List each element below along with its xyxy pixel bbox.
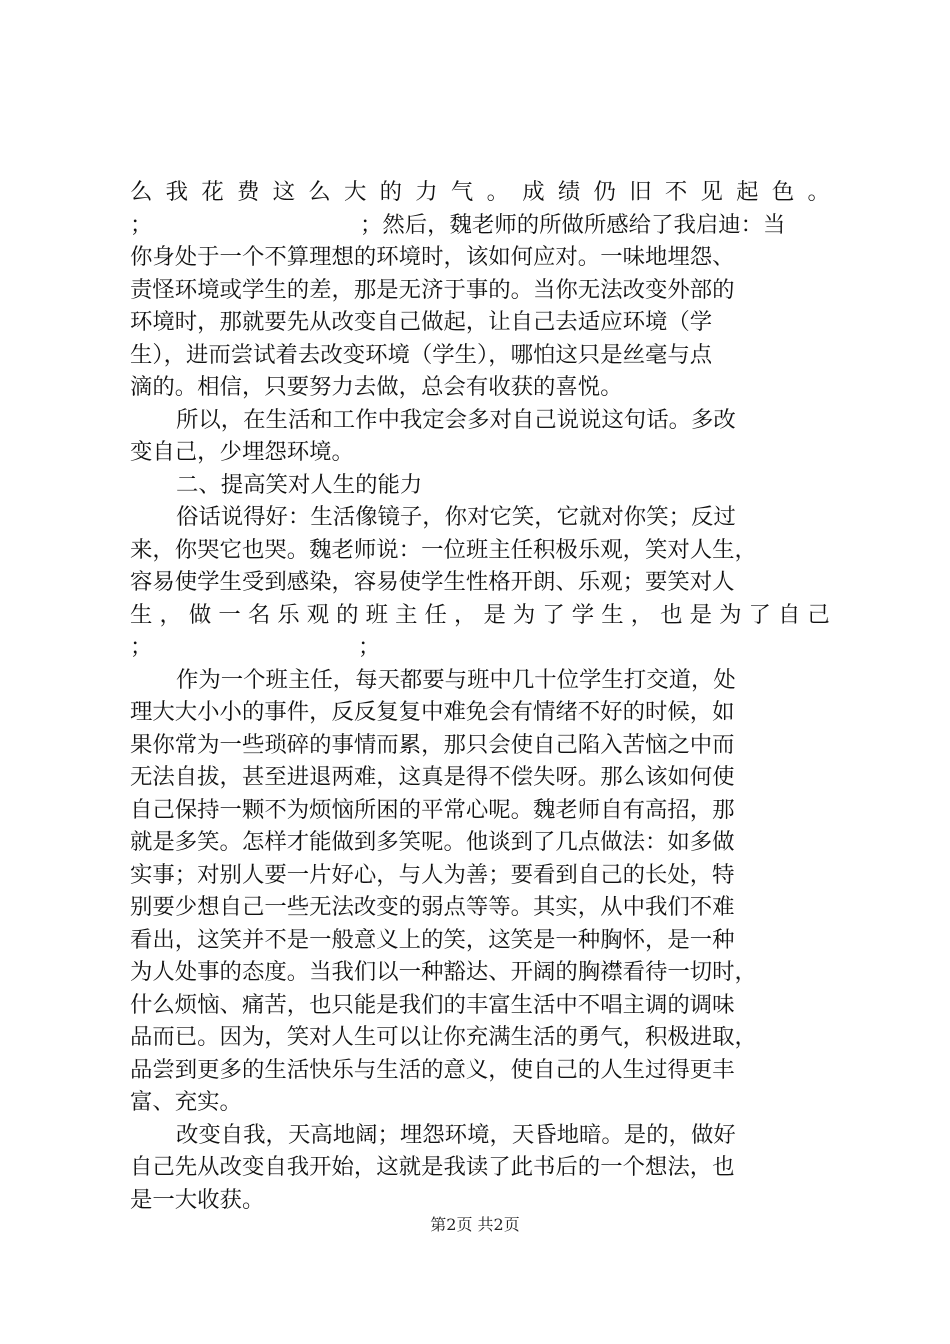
text-char: 大	[343, 179, 367, 205]
text-char: 也	[660, 601, 683, 628]
text-char: 做	[188, 601, 212, 628]
text-line: 品尝到更多的生活快乐与生活的意义，使自己的人生过得更丰	[130, 1056, 735, 1083]
text-line: 环境时，那就要先从改变自己做起，让自己去适应环境（学	[130, 309, 713, 335]
text-fragment: ；然后，魏老师的所做所感给了我启迪：当	[360, 211, 786, 238]
text-char: 学	[571, 601, 595, 628]
text-char: 了	[748, 601, 771, 628]
text-line: 生），进而尝试着去改变环境（学生），哪怕这只是丝毫与点	[130, 341, 713, 368]
text-char: 名	[247, 601, 271, 628]
text-line: 实事；对别人要一片好心，与人为善；要看到自己的长处，特	[130, 861, 735, 888]
text-char: ，	[630, 601, 654, 628]
text-char: 生	[601, 601, 624, 628]
text-line	[130, 209, 830, 242]
text-fragment: ；	[130, 634, 153, 660]
text-char: ，	[159, 601, 182, 628]
text-char: 花	[201, 179, 224, 205]
paragraph-start: 俗话说得好：生活像镜子，你对它笑，它就对你笑；反过	[176, 504, 736, 530]
text-line-justified	[130, 176, 830, 209]
text-char: 一	[218, 601, 241, 628]
text-line: 你身处于一个不算理想的环境时，该如何应对。一味地埋怨、	[130, 244, 735, 270]
text-char: 色	[771, 179, 795, 205]
text-char: 了	[542, 601, 565, 628]
text-char: 气	[450, 179, 474, 205]
text-char: 我	[165, 179, 189, 205]
text-char: 旧	[629, 179, 652, 205]
text-char: 费	[236, 179, 260, 205]
text-char: 生	[130, 601, 153, 628]
text-char: 为	[719, 601, 742, 628]
paragraph-start: 改变自我，天高地阔；埋怨环境，天昏地暗。是的，做好	[176, 1121, 736, 1148]
text-line: 容易使学生受到感染，容易使学生性格开朗、乐观；要笑对人	[130, 569, 735, 595]
paragraph-start: 所以，在生活和工作中我定会多对自己说说这句话。多改	[176, 406, 736, 433]
text-char: 绩	[557, 179, 581, 205]
text-char: 仍	[593, 179, 616, 205]
text-line: 富、充实。	[130, 1089, 242, 1115]
text-char: 观	[306, 601, 330, 628]
text-char: 力	[415, 179, 438, 205]
text-char: 是	[483, 601, 506, 628]
text-line: 什么烦恼、痛苦，也只能是我们的丰富生活中不唱主调的调味	[130, 991, 735, 1018]
text-char: 任	[424, 601, 447, 628]
text-fragment: ；	[130, 211, 153, 238]
text-line: 果你常为一些琐碎的事情而累，那只会使自己陷入苦恼之中而	[130, 731, 735, 758]
text-char: 班	[365, 601, 389, 628]
text-line-justified	[130, 599, 830, 632]
text-char: ，	[453, 601, 477, 628]
text-char: 自	[777, 601, 801, 628]
text-char: 这	[272, 179, 296, 205]
text-char: 。	[807, 179, 830, 205]
text-char: 起	[736, 179, 759, 205]
text-char: 么	[130, 179, 153, 205]
text-char: 主	[395, 601, 418, 628]
text-line: 自己保持一颗不为烦恼所困的平常心呢。魏老师自有高招，那	[130, 796, 735, 823]
text-line: 别要少想自己一些无法改变的弱点等等。其实，从中我们不难	[130, 894, 735, 920]
text-fragment: ；	[358, 634, 381, 660]
text-char: 乐	[277, 601, 300, 628]
text-line: 看出，这笑并不是一般意义上的笑，这笑是一种胸怀，是一种	[130, 926, 735, 953]
text-line: 变自己，少埋怨环境。	[130, 439, 354, 465]
text-char: 的	[379, 179, 402, 205]
section-heading: 二、提高笑对人生的能力	[176, 471, 423, 498]
text-char: 。	[486, 179, 509, 205]
text-line: 为人处事的态度。当我们以一种豁达、开阔的胸襟看待一切时，	[130, 959, 757, 985]
text-line: 就是多笑。怎样才能做到多笑呢。他谈到了几点做法：如多做	[130, 829, 735, 855]
document-body	[130, 176, 830, 1216]
text-line	[130, 631, 830, 664]
text-line: 是一大收获。	[130, 1186, 265, 1213]
text-char: 见	[700, 179, 723, 205]
text-char: 不	[664, 179, 688, 205]
text-char: 是	[689, 601, 712, 628]
text-line: 自己先从改变自我开始，这就是我读了此书后的一个想法，也	[130, 1154, 735, 1180]
text-char: 己	[807, 601, 830, 628]
text-line: 无法自拔，甚至进退两难，这真是得不偿失呀。那么该如何使	[130, 764, 735, 790]
text-line: 理大大小小的事件，反反复复中难免会有情绪不好的时候，如	[130, 699, 735, 725]
page-footer: 第2页 共2页	[430, 1215, 520, 1234]
paragraph-start: 作为一个班主任，每天都要与班中几十位学生打交道，处	[176, 666, 736, 693]
text-line: 来，你哭它也哭。魏老师说：一位班主任积极乐观，笑对人生，	[130, 536, 757, 563]
text-char: 么	[308, 179, 331, 205]
text-line: 责怪环境或学生的差，那是无济于事的。当你无法改变外部的	[130, 276, 735, 303]
text-line: 品而已。因为，笑对人生可以让你充满生活的勇气，积极进取，	[130, 1024, 757, 1050]
text-char: 成	[522, 179, 545, 205]
text-char: 为	[512, 601, 536, 628]
text-line: 滴的。相信，只要努力去做，总会有收获的喜悦。	[130, 374, 623, 400]
text-char: 的	[336, 601, 359, 628]
